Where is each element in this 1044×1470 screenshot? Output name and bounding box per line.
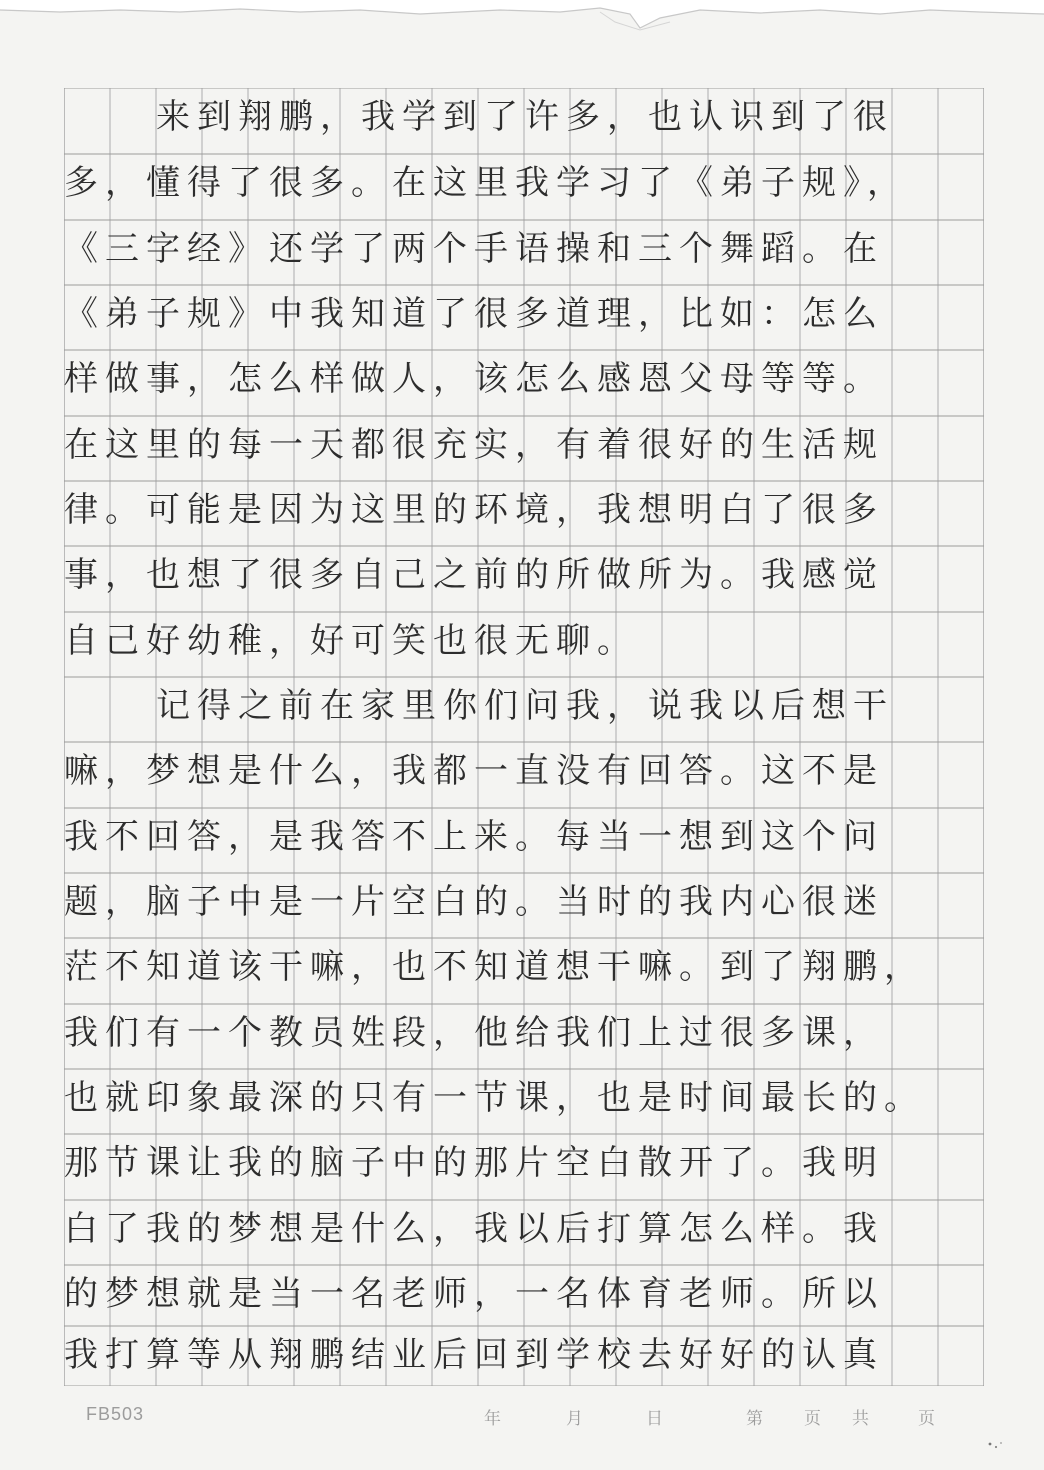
- text-line: 自己好幼稚，好可笑也很无聊。: [64, 621, 638, 661]
- text-line: 律。可能是因为这里的环境，我想明白了很多: [64, 490, 884, 530]
- text-line: 样做事，怎么样做人，该怎么感恩父母等等。: [64, 359, 884, 399]
- text-line: 题，脑子中是一片空白的。当时的我内心很迷: [64, 882, 884, 922]
- text-line: 也就印象最深的只有一节课，也是时间最长的。: [64, 1078, 925, 1118]
- text-line: 那节课让我的脑子中的那片空白散开了。我明: [64, 1143, 884, 1183]
- text-line: 《三字经》还学了两个手语操和三个舞蹈。在: [64, 229, 884, 269]
- handwritten-text-area: [64, 88, 984, 1386]
- paper-speck: [986, 1440, 1006, 1452]
- footer-page-unit: 页: [804, 1409, 821, 1429]
- footer-day: 日: [646, 1409, 663, 1429]
- footer-month: 月: [566, 1409, 583, 1429]
- footer-total-unit: 页: [918, 1409, 935, 1429]
- text-line: 《弟子规》中我知道了很多道理，比如：怎么: [64, 294, 884, 334]
- text-line: 在这里的每一天都很充实，有着很好的生活规: [64, 425, 884, 465]
- text-line: 来到翔鹏，我学到了许多，也认识到了很: [156, 97, 894, 137]
- text-line: 白了我的梦想是什么，我以后打算怎么样。我: [64, 1209, 884, 1249]
- footer-year: 年: [484, 1409, 501, 1429]
- text-line: 我们有一个教员姓段，他给我们上过很多课，: [64, 1013, 884, 1053]
- text-line: 的梦想就是当一名老师，一名体育老师。所以: [64, 1274, 884, 1314]
- form-code: FB503: [86, 1404, 145, 1424]
- text-line: 嘛，梦想是什么，我都一直没有回答。这不是: [64, 751, 884, 791]
- text-line: 我不回答，是我答不上来。每当一想到这个问: [64, 817, 884, 857]
- footer-total-label: 共: [852, 1409, 869, 1429]
- text-line: 茫不知道该干嘛，也不知道想干嘛。到了翔鹏，: [64, 947, 925, 987]
- torn-paper-edge: [0, 0, 1044, 60]
- text-line: 记得之前在家里你们问我，说我以后想干: [156, 686, 894, 726]
- text-line: 多，懂得了很多。在这里我学习了《弟子规》，: [64, 163, 908, 203]
- sheet-footer: [0, 1398, 1044, 1438]
- text-line: 我打算等从翔鹏结业后回到学校去好好的认真: [64, 1335, 884, 1375]
- text-line: 事，也想了很多自己之前的所做所为。我感觉: [64, 555, 884, 595]
- footer-page-label: 第: [746, 1409, 763, 1429]
